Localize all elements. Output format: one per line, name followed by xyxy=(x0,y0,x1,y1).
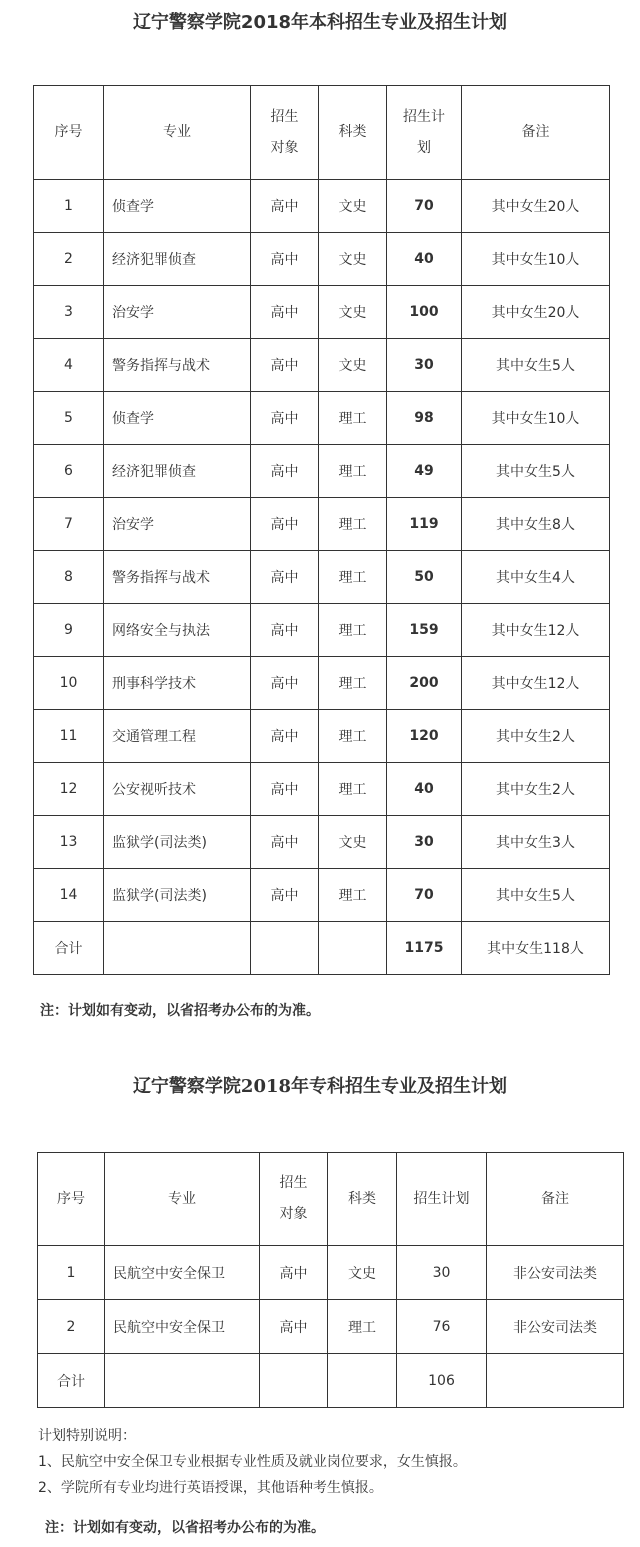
header-no: 序号 xyxy=(38,1153,105,1246)
row-plan: 100 xyxy=(387,286,462,339)
row-remarks: 其中女生8人 xyxy=(462,498,610,551)
row-no: 1 xyxy=(34,180,104,233)
table-row xyxy=(34,286,610,339)
table-row xyxy=(34,816,610,869)
total-major xyxy=(104,922,251,975)
undergrad-plan-table xyxy=(33,85,610,975)
row-no: 5 xyxy=(34,392,104,445)
row-major: 民航空中安全保卫 xyxy=(105,1300,260,1354)
total-major xyxy=(105,1354,260,1408)
row-major: 交通管理工程 xyxy=(104,710,251,763)
row-category: 理工 xyxy=(319,763,387,816)
row-remarks: 非公安司法类 xyxy=(487,1246,624,1300)
header-category: 科类 xyxy=(328,1153,397,1246)
row-category: 理工 xyxy=(319,604,387,657)
total-label: 合计 xyxy=(38,1354,105,1408)
row-plan: 40 xyxy=(387,763,462,816)
header-remarks: 备注 xyxy=(487,1153,624,1246)
row-no: 10 xyxy=(34,657,104,710)
row-plan: 119 xyxy=(387,498,462,551)
row-plan: 40 xyxy=(387,233,462,286)
row-major: 网络安全与执法 xyxy=(104,604,251,657)
row-target: 高中 xyxy=(251,339,319,392)
row-no: 8 xyxy=(34,551,104,604)
table-row xyxy=(34,763,610,816)
row-plan: 50 xyxy=(387,551,462,604)
row-category: 理工 xyxy=(319,392,387,445)
explanation-item-1: 1、民航空中安全保卫专业根据专业性质及就业岗位要求，女生慎报。 xyxy=(38,1454,467,1470)
row-plan: 200 xyxy=(387,657,462,710)
row-category: 文史 xyxy=(319,286,387,339)
row-target: 高中 xyxy=(251,392,319,445)
row-major: 经济犯罪侦查 xyxy=(104,445,251,498)
row-remarks: 其中女生5人 xyxy=(462,339,610,392)
row-target: 高中 xyxy=(251,710,319,763)
row-plan: 30 xyxy=(387,816,462,869)
row-remarks: 非公安司法类 xyxy=(487,1300,624,1354)
header-target-line1: 招生 xyxy=(270,108,299,125)
row-major: 侦查学 xyxy=(104,392,251,445)
row-major: 经济犯罪侦查 xyxy=(104,233,251,286)
row-target: 高中 xyxy=(251,869,319,922)
row-category: 理工 xyxy=(319,869,387,922)
header-target-line1: 招生 xyxy=(279,1175,308,1191)
row-remarks: 其中女生20人 xyxy=(462,286,610,339)
row-target: 高中 xyxy=(251,445,319,498)
junior-title: 辽宁警察学院2018年专科招生专业及招生计划 xyxy=(132,1076,508,1097)
row-plan: 120 xyxy=(387,710,462,763)
row-major: 监狱学(司法类) xyxy=(104,869,251,922)
row-plan: 49 xyxy=(387,445,462,498)
row-category: 文史 xyxy=(328,1246,397,1300)
header-plan xyxy=(387,86,462,180)
row-plan: 98 xyxy=(387,392,462,445)
undergrad-note: 注：计划如有变动，以省招考办公布的为准。 xyxy=(40,1003,320,1019)
header-target-line2: 对象 xyxy=(270,139,299,156)
row-major: 警务指挥与战术 xyxy=(104,551,251,604)
header-major: 专业 xyxy=(105,1153,260,1246)
row-plan: 76 xyxy=(397,1300,487,1354)
row-no: 1 xyxy=(38,1246,105,1300)
row-remarks: 其中女生10人 xyxy=(462,233,610,286)
row-remarks: 其中女生3人 xyxy=(462,816,610,869)
header-plan: 招生计划 xyxy=(397,1153,487,1246)
row-category: 文史 xyxy=(319,816,387,869)
table-header-row xyxy=(34,86,610,180)
header-category: 科类 xyxy=(319,86,387,180)
row-category: 理工 xyxy=(319,498,387,551)
total-row xyxy=(38,1354,624,1408)
total-row xyxy=(34,922,610,975)
table-row xyxy=(34,180,610,233)
total-category xyxy=(328,1354,397,1408)
row-major: 刑事科学技术 xyxy=(104,657,251,710)
explanation-item-2: 2、学院所有专业均进行英语授课，其他语种考生慎报。 xyxy=(38,1480,383,1496)
row-category: 文史 xyxy=(319,339,387,392)
table-row xyxy=(34,604,610,657)
total-plan: 1175 xyxy=(387,922,462,975)
table-row xyxy=(34,392,610,445)
row-no: 4 xyxy=(34,339,104,392)
table-header-row xyxy=(38,1153,624,1246)
row-target: 高中 xyxy=(260,1300,328,1354)
table-row xyxy=(38,1300,624,1354)
row-category: 文史 xyxy=(319,180,387,233)
row-target: 高中 xyxy=(251,604,319,657)
row-target: 高中 xyxy=(260,1246,328,1300)
junior-note: 注：计划如有变动，以省招考办公布的为准。 xyxy=(45,1520,325,1536)
row-remarks: 其中女生20人 xyxy=(462,180,610,233)
table-row xyxy=(34,710,610,763)
row-major: 监狱学(司法类) xyxy=(104,816,251,869)
row-no: 6 xyxy=(34,445,104,498)
row-remarks: 其中女生10人 xyxy=(462,392,610,445)
row-target: 高中 xyxy=(251,763,319,816)
row-major: 侦查学 xyxy=(104,180,251,233)
table-row xyxy=(34,551,610,604)
row-plan: 70 xyxy=(387,180,462,233)
row-plan: 70 xyxy=(387,869,462,922)
header-target xyxy=(260,1153,328,1246)
table-row xyxy=(34,339,610,392)
row-no: 13 xyxy=(34,816,104,869)
row-category: 理工 xyxy=(319,657,387,710)
table-row xyxy=(34,869,610,922)
header-plan-line2: 划 xyxy=(417,139,431,156)
row-target: 高中 xyxy=(251,180,319,233)
row-category: 理工 xyxy=(319,445,387,498)
row-no: 3 xyxy=(34,286,104,339)
header-target xyxy=(251,86,319,180)
row-category: 理工 xyxy=(319,710,387,763)
row-plan: 30 xyxy=(397,1246,487,1300)
header-remarks: 备注 xyxy=(462,86,610,180)
row-category: 文史 xyxy=(319,233,387,286)
row-remarks: 其中女生4人 xyxy=(462,551,610,604)
row-no: 2 xyxy=(34,233,104,286)
header-major: 专业 xyxy=(104,86,251,180)
row-remarks: 其中女生5人 xyxy=(462,445,610,498)
row-plan: 159 xyxy=(387,604,462,657)
total-remarks: 其中女生118人 xyxy=(462,922,610,975)
row-no: 12 xyxy=(34,763,104,816)
row-no: 14 xyxy=(34,869,104,922)
total-category xyxy=(319,922,387,975)
total-label: 合计 xyxy=(34,922,104,975)
total-target xyxy=(251,922,319,975)
row-no: 11 xyxy=(34,710,104,763)
row-target: 高中 xyxy=(251,498,319,551)
row-major: 治安学 xyxy=(104,286,251,339)
header-no: 序号 xyxy=(34,86,104,180)
row-plan: 30 xyxy=(387,339,462,392)
row-remarks: 其中女生12人 xyxy=(462,657,610,710)
table-row xyxy=(38,1246,624,1300)
row-major: 民航空中安全保卫 xyxy=(105,1246,260,1300)
row-no: 7 xyxy=(34,498,104,551)
row-major: 警务指挥与战术 xyxy=(104,339,251,392)
total-remarks xyxy=(487,1354,624,1408)
undergrad-title: 辽宁警察学院2018年本科招生专业及招生计划 xyxy=(132,12,508,33)
row-major: 治安学 xyxy=(104,498,251,551)
row-no: 2 xyxy=(38,1300,105,1354)
row-category: 理工 xyxy=(319,551,387,604)
row-no: 9 xyxy=(34,604,104,657)
header-target-line2: 对象 xyxy=(279,1206,308,1222)
table-row xyxy=(34,657,610,710)
table-row xyxy=(34,233,610,286)
table-row xyxy=(34,445,610,498)
row-category: 理工 xyxy=(328,1300,397,1354)
row-remarks: 其中女生5人 xyxy=(462,869,610,922)
row-target: 高中 xyxy=(251,551,319,604)
row-target: 高中 xyxy=(251,657,319,710)
total-target xyxy=(260,1354,328,1408)
table-row xyxy=(34,498,610,551)
total-plan: 106 xyxy=(397,1354,487,1408)
row-target: 高中 xyxy=(251,233,319,286)
junior-plan-table xyxy=(37,1152,624,1408)
explanation-title: 计划特别说明： xyxy=(38,1428,136,1444)
header-plan-line1: 招生计 xyxy=(403,108,445,125)
row-target: 高中 xyxy=(251,286,319,339)
row-remarks: 其中女生2人 xyxy=(462,763,610,816)
row-target: 高中 xyxy=(251,816,319,869)
row-major: 公安视听技术 xyxy=(104,763,251,816)
row-remarks: 其中女生12人 xyxy=(462,604,610,657)
row-remarks: 其中女生2人 xyxy=(462,710,610,763)
